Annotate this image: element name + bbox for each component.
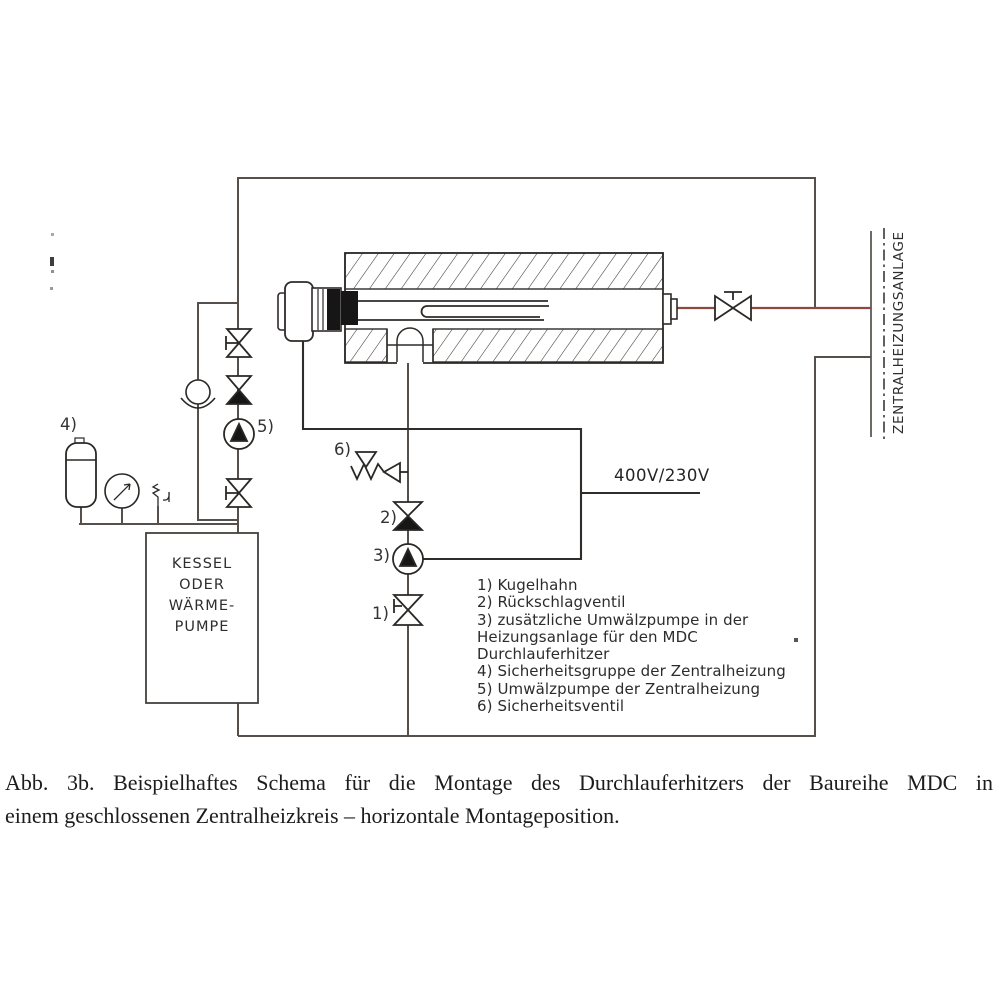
scan-speck bbox=[50, 257, 54, 266]
ball-valve-symbol-left-bottom bbox=[226, 479, 251, 507]
ball-valve-symbol-flow bbox=[715, 292, 751, 320]
ball-valve-symbol-1 bbox=[394, 595, 422, 625]
callout-3: 3) bbox=[373, 546, 390, 565]
head-cap bbox=[285, 282, 313, 341]
legend-line-2: 2) Rückschlagventil bbox=[477, 593, 626, 612]
figure-caption-line1: Abb. 3b. Beispielhaftes Schema für die Montage des Durchlauferhitzers der Baureihe MDC in bbox=[5, 770, 993, 795]
legend bbox=[477, 577, 786, 715]
boiler-label-line1: KESSEL bbox=[171, 556, 233, 572]
safety-valve-symbol-6 bbox=[351, 452, 408, 482]
check-valve-symbol-2 bbox=[394, 502, 422, 530]
heater-bottom-wall-left bbox=[345, 329, 387, 362]
scan-speck bbox=[51, 270, 54, 273]
scan-speck bbox=[794, 638, 798, 642]
central-heating-system-label: ZENTRALHEIZUNGSANLAGE bbox=[891, 231, 907, 434]
legend-line-7: 5) Umwälzpumpe der Zentralheizung bbox=[477, 679, 761, 698]
head-black-band bbox=[327, 289, 340, 330]
boiler-label-line2: ODER bbox=[179, 577, 225, 593]
figure-caption-line2: einem geschlossenen Zentralheizkreis – horizontale Montageposition. bbox=[5, 803, 620, 828]
safety-group-components bbox=[66, 438, 169, 508]
left-column-components bbox=[181, 329, 254, 507]
callout-5: 5) bbox=[257, 417, 274, 436]
callout-1: 1) bbox=[372, 604, 389, 623]
voltage-label: 400V/230V bbox=[614, 466, 710, 485]
ball-valve-symbol-left-top bbox=[226, 329, 251, 357]
figure-caption bbox=[5, 766, 993, 832]
boiler-label-line4: PUMPE bbox=[174, 619, 230, 635]
legend-line-8: 6) Sicherheitsventil bbox=[477, 697, 625, 716]
check-valve-symbol-left bbox=[227, 376, 251, 404]
pipe-safety-group bbox=[79, 506, 239, 524]
callout-2: 2) bbox=[380, 508, 397, 527]
air-vent-symbol bbox=[153, 484, 169, 506]
pump-symbol-3 bbox=[393, 544, 423, 574]
legend-line-4: Heizungsanlage für den MDC bbox=[477, 627, 698, 646]
callout-6: 6) bbox=[334, 440, 351, 459]
heater bbox=[278, 253, 677, 363]
bypass-component-symbol bbox=[181, 380, 215, 408]
scan-speck bbox=[50, 287, 53, 290]
boiler-label-line3: WÄRME- bbox=[168, 598, 236, 614]
pump-symbol-5 bbox=[224, 419, 254, 449]
electric-wiring bbox=[303, 340, 700, 559]
scan-speck bbox=[51, 233, 54, 236]
heater-bottom-wall-right bbox=[433, 329, 663, 362]
pressure-gauge-symbol bbox=[105, 474, 139, 508]
heater-top-wall bbox=[345, 253, 663, 289]
heater-outlet-fitting bbox=[663, 294, 677, 324]
head-flange bbox=[341, 291, 358, 325]
boiler-label bbox=[146, 554, 258, 638]
legend-line-1: 1) Kugelhahn bbox=[477, 576, 578, 594]
legend-line-3: 3) zusätzliche Umwälzpumpe in der bbox=[477, 610, 749, 629]
callout-4: 4) bbox=[60, 415, 77, 434]
legend-line-5: Durchlauferhitzer bbox=[477, 645, 610, 664]
expansion-vessel-symbol bbox=[66, 438, 96, 507]
legend-line-6: 4) Sicherheitsgruppe der Zentralheizung bbox=[477, 662, 786, 681]
